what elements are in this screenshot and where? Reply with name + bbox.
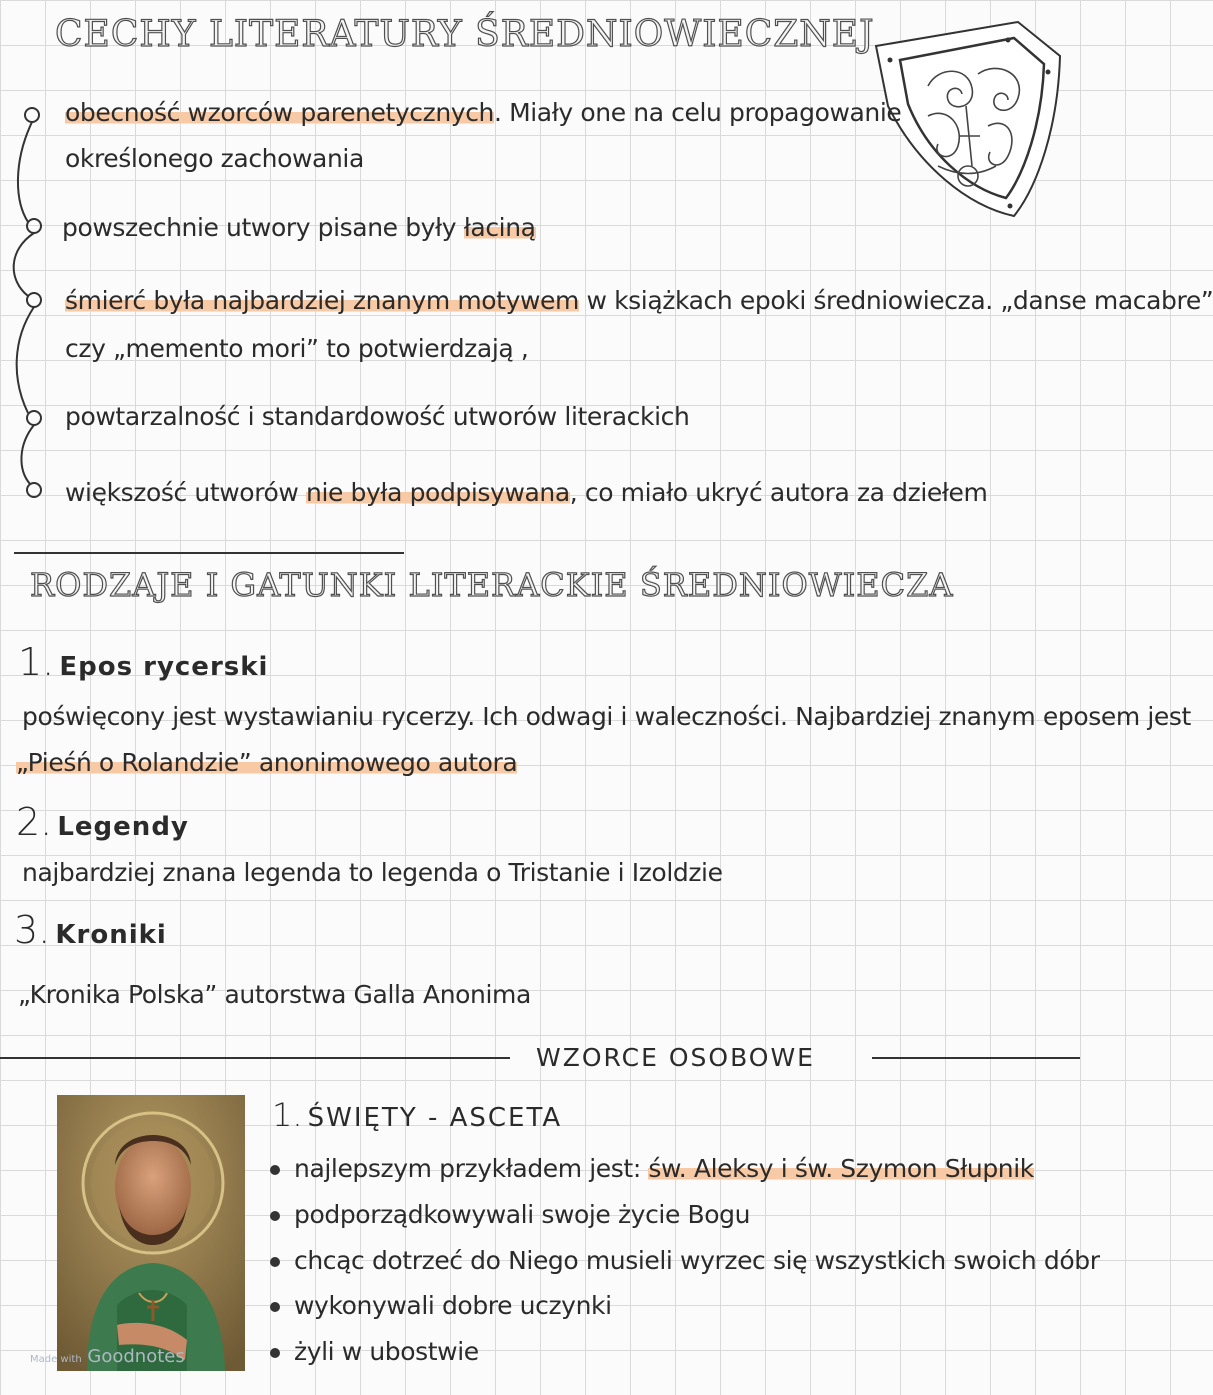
bullet-icon [270,1257,280,1267]
saint-portrait-image [57,1095,245,1371]
section1-title: CECHY LITERATURY ŚREDNIOWIECZNEJ [55,14,875,55]
feature-item-5: większość utworów nie była podpisywana, co miało ukryć autora za dziełem [65,478,988,507]
subheading-swiety-asceta: 1. ŚWIĘTY - ASCETA [272,1096,563,1134]
bullet-icon [270,1348,280,1358]
bullet-icon [270,1211,280,1221]
divider-left [0,1057,510,1059]
feature-item-1: obecność wzorców parenetycznych. Miały one na celu propagowanie [65,98,902,127]
section2-title: RODZAJE I GATUNKI LITERACKIE ŚREDNIOWIECZA [30,566,954,604]
bullet-icon [270,1165,280,1175]
genre-kroniki-desc: „Kronika Polska” autorstwa Galla Anonima [18,980,531,1009]
asceta-bullet-1: najlepszym przykładem jest: św. Aleksy i św. Szymon Słupnik [270,1154,1034,1183]
divider-right [872,1057,1080,1059]
genre-heading-legendy: 2. Legendy [16,800,189,844]
goodnotes-watermark: Made with Goodnotes [30,1346,185,1367]
genre-epos-desc: poświęcony jest wystawianiu rycerzy. Ich odwagi i waleczności. Najbardziej znanym eposem jest [22,702,1191,731]
feature-item-3-line2: czy „memento mori” to potwierdzają , [65,334,529,363]
genre-epos-example: „Pieśń o Rolandzie” anonimowego autora [16,748,518,777]
asceta-bullet-4: wykonywali dobre uczynki [270,1291,612,1320]
asceta-bullet-5: żyli w ubostwie [270,1337,479,1366]
section3-title: WZORCE OSOBOWE [536,1043,815,1072]
timeline-connector [4,100,64,500]
bullet-icon [270,1302,280,1312]
feature-item-2: powszechnie utwory pisane były łaciną [62,213,536,242]
feature-item-3: śmierć była najbardziej znanym motywem w książkach epoki średniowiecza. „danse macabre” [65,286,1213,315]
divider [14,552,404,554]
asceta-bullet-3: chcąc dotrzeć do Niego musieli wyrzec się wszystkich swoich dóbr [270,1246,1100,1275]
genre-legendy-desc: najbardziej znana legenda to legenda o Tristanie i Izoldzie [22,858,723,887]
feature-item-4: powtarzalność i standardowość utworów literackich [65,402,690,431]
genre-heading-kroniki: 3. Kroniki [14,908,167,952]
feature-item-1-line2: określonego zachowania [65,144,364,173]
asceta-bullet-2: podporządkowywali swoje życie Bogu [270,1200,750,1229]
genre-heading-epos: 1. Epos rycerski [18,640,269,684]
